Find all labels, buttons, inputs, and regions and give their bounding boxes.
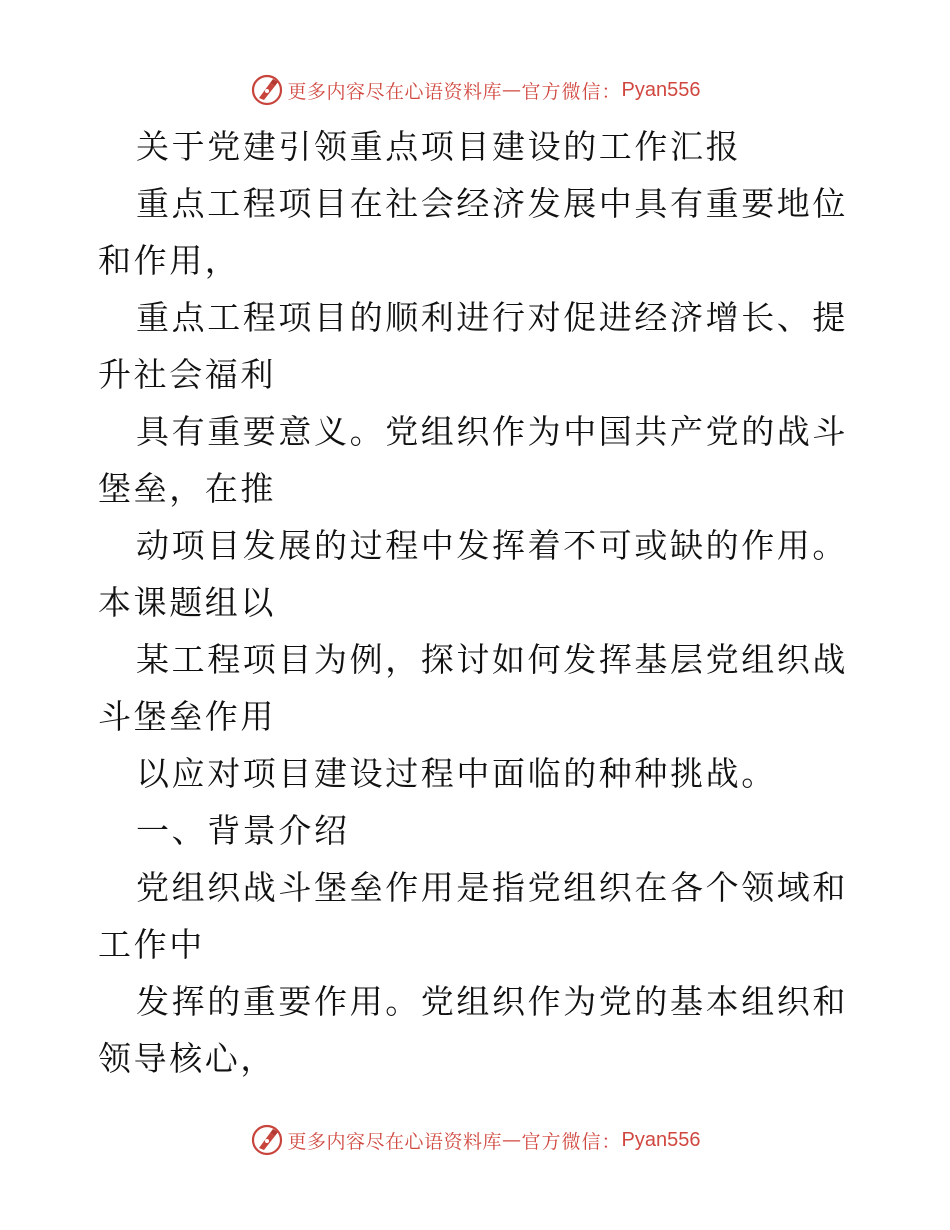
paragraph: 动项目发展的过程中发挥着不可或缺的作用。本课题组以	[98, 526, 848, 622]
section-heading: 一、背景介绍	[136, 811, 350, 850]
paragraph: 重点工程项目的顺利进行对促进经济增长、提升社会福利	[98, 298, 848, 394]
banner-wechat-label: 官方微信：	[521, 1130, 622, 1153]
pen-nib-logo-icon	[250, 73, 284, 107]
paragraph: 重点工程项目在社会经济发展中具有重要地位和作用，	[98, 184, 848, 280]
paragraph: 以应对项目建设过程中面临的种种挑战。	[136, 754, 777, 793]
document-title: 关于党建引领重点项目建设的工作汇报	[136, 127, 742, 166]
pen-nib-logo-icon	[250, 1123, 284, 1157]
banner-brand-text: 更多内容尽在心语资料库	[287, 1130, 503, 1153]
banner-separator: —	[502, 79, 522, 101]
banner-brand-text: 更多内容尽在心语资料库	[287, 80, 503, 103]
footer-banner	[0, 1120, 950, 1160]
banner-wechat-account: Pyan556	[621, 78, 701, 101]
document-body	[98, 118, 858, 1087]
paragraph: 发挥的重要作用。党组织作为党的基本组织和领导核心，	[98, 982, 848, 1078]
banner-wechat-label: 官方微信：	[521, 80, 622, 103]
paragraph: 某工程项目为例，探讨如何发挥基层党组织战斗堡垒作用	[98, 640, 848, 736]
paragraph: 党组织战斗堡垒作用是指党组织在各个领域和工作中	[98, 868, 848, 964]
banner-wechat-account: Pyan556	[621, 1128, 701, 1151]
paragraph: 具有重要意义。党组织作为中国共产党的战斗堡垒，在推	[98, 412, 848, 508]
banner-separator: —	[502, 1129, 522, 1151]
header-banner	[0, 70, 950, 110]
